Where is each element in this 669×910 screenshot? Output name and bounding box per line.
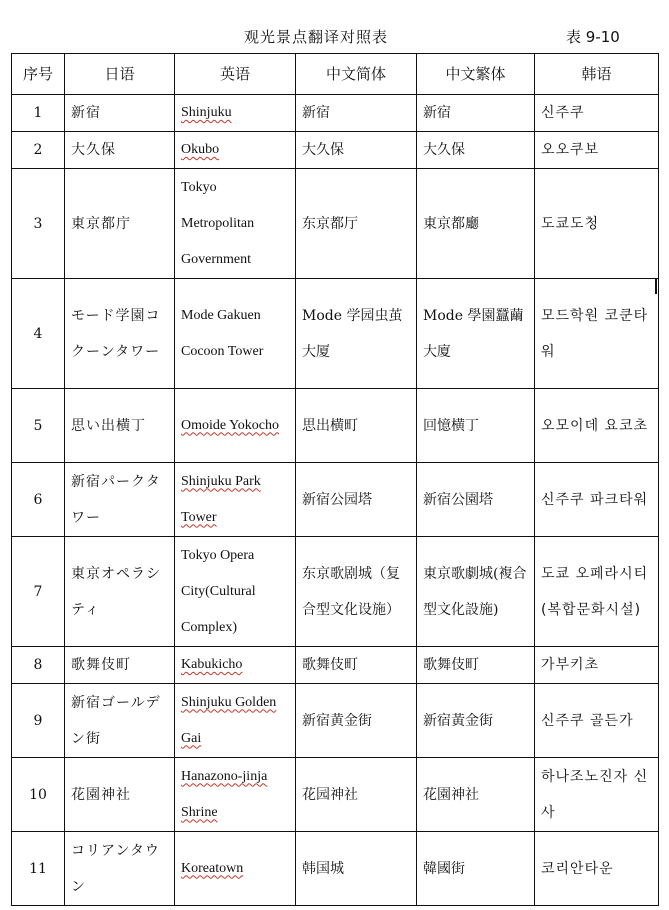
table-row xyxy=(12,832,659,906)
cell-chinese-traditional: 新宿 xyxy=(417,95,535,132)
table-row xyxy=(12,463,659,537)
cell-chinese-simplified: 新宿黄金街 xyxy=(296,684,417,758)
cell-korean: 신주쿠 골든가 xyxy=(535,684,659,758)
cell-chinese-simplified: 东京都厅 xyxy=(296,169,417,279)
cell-japanese: 東京オペラシティ xyxy=(65,537,175,647)
cell-chinese-simplified: 歌舞伎町 xyxy=(296,647,417,684)
cell-english-text: Omoide Yokocho xyxy=(181,417,280,433)
table-row xyxy=(12,684,659,758)
cell-chinese-simplified: 花园神社 xyxy=(296,758,417,832)
header-japanese: 日语 xyxy=(65,54,175,95)
table-row xyxy=(12,647,659,684)
cell-japanese: コリアンタウン xyxy=(65,832,175,906)
header-korean: 韩语 xyxy=(535,54,659,95)
cell-no: 8 xyxy=(12,647,65,684)
table-row xyxy=(12,279,659,389)
cell-english: Tokyo Metropolitan Government xyxy=(175,169,296,279)
table-caption xyxy=(0,26,669,50)
cell-chinese-simplified: 新宿公园塔 xyxy=(296,463,417,537)
cell-english-text: Kabukicho xyxy=(181,657,243,672)
cell-no: 11 xyxy=(12,832,65,906)
cell-japanese: 花園神社 xyxy=(65,758,175,832)
cell-japanese: 大久保 xyxy=(65,132,175,169)
cell-chinese-traditional: 東京歌劇城(複合型文化設施) xyxy=(417,537,535,647)
cell-english-text: Koreatown xyxy=(181,860,244,876)
cell-no: 3 xyxy=(12,169,65,279)
cell-english xyxy=(175,463,296,537)
cell-chinese-traditional: Mode 學園蠶繭大廈 xyxy=(417,279,535,389)
cell-english xyxy=(175,758,296,832)
cell-no: 4 xyxy=(12,279,65,389)
cell-chinese-traditional: 韓國街 xyxy=(417,832,535,906)
cell-korean: 하나조노진자 신사 xyxy=(535,758,659,832)
cell-english-text: Shinjuku Park Tower xyxy=(181,473,261,525)
table-row xyxy=(12,132,659,169)
cell-no: 7 xyxy=(12,537,65,647)
header-no: 序号 xyxy=(12,54,65,95)
cell-japanese: 新宿パークタワー xyxy=(65,463,175,537)
cell-english-text: Shinjuku xyxy=(181,105,232,120)
table-row xyxy=(12,758,659,832)
cell-chinese-traditional: 大久保 xyxy=(417,132,535,169)
cell-korean: 가부키초 xyxy=(535,647,659,684)
header-row xyxy=(12,54,659,95)
cell-english xyxy=(175,132,296,169)
cell-korean: 오모이데 요코초 xyxy=(535,389,659,463)
cell-english-text: Hanazono-jinja Shrine xyxy=(181,768,268,820)
cell-chinese-simplified: 大久保 xyxy=(296,132,417,169)
cell-korean: 코리안타운 xyxy=(535,832,659,906)
cell-japanese: モード学園コクーンタワー xyxy=(65,279,175,389)
cell-chinese-simplified: Mode 学园虫茧大厦 xyxy=(296,279,417,389)
cell-no: 9 xyxy=(12,684,65,758)
cell-chinese-simplified: 东京歌剧城（复合型文化设施） xyxy=(296,537,417,647)
cell-english xyxy=(175,95,296,132)
cell-chinese-traditional: 新宿公園塔 xyxy=(417,463,535,537)
cell-english-text: Okubo xyxy=(181,142,220,157)
cell-chinese-simplified: 新宿 xyxy=(296,95,417,132)
table-row xyxy=(12,95,659,132)
cell-chinese-simplified: 韩国城 xyxy=(296,832,417,906)
cell-chinese-traditional: 花園神社 xyxy=(417,758,535,832)
cell-english: Tokyo Opera City(Cultural Complex) xyxy=(175,537,296,647)
table-row xyxy=(12,389,659,463)
cell-english-text: Shinjuku Golden Gai xyxy=(181,694,277,746)
cell-english xyxy=(175,684,296,758)
text-cursor xyxy=(655,278,657,294)
table-row xyxy=(12,537,659,647)
cell-chinese-simplified: 思出横町 xyxy=(296,389,417,463)
cell-chinese-traditional: 回憶横丁 xyxy=(417,389,535,463)
cell-no: 5 xyxy=(12,389,65,463)
cell-no: 2 xyxy=(12,132,65,169)
table-title: 观光景点翻译对照表 xyxy=(244,28,389,46)
cell-korean: 도쿄도청 xyxy=(535,169,659,279)
cell-english: Mode Gakuen Cocoon Tower xyxy=(175,279,296,389)
header-english: 英语 xyxy=(175,54,296,95)
table-row xyxy=(12,169,659,279)
cell-japanese: 新宿 xyxy=(65,95,175,132)
cell-no: 10 xyxy=(12,758,65,832)
translation-table xyxy=(11,53,659,906)
cell-korean: 신주쿠 파크타워 xyxy=(535,463,659,537)
cell-japanese: 東京都庁 xyxy=(65,169,175,279)
cell-korean: 오오쿠보 xyxy=(535,132,659,169)
cell-chinese-traditional: 東京都廳 xyxy=(417,169,535,279)
header-chinese-traditional: 中文繁体 xyxy=(417,54,535,95)
cell-english xyxy=(175,389,296,463)
cell-chinese-traditional: 歌舞伎町 xyxy=(417,647,535,684)
cell-japanese: 思い出横丁 xyxy=(65,389,175,463)
cell-no: 1 xyxy=(12,95,65,132)
cell-english xyxy=(175,647,296,684)
cell-korean: 신주쿠 xyxy=(535,95,659,132)
cell-no: 6 xyxy=(12,463,65,537)
header-chinese-simplified: 中文简体 xyxy=(296,54,417,95)
table-number: 表 9-10 xyxy=(566,28,620,46)
cell-japanese: 歌舞伎町 xyxy=(65,647,175,684)
cell-korean: 모드학원 코쿤타워 xyxy=(535,279,659,389)
cell-korean: 도쿄 오페라시티 (복합문화시설) xyxy=(535,537,659,647)
cell-chinese-traditional: 新宿黃金街 xyxy=(417,684,535,758)
cell-japanese: 新宿ゴールデン街 xyxy=(65,684,175,758)
cell-english xyxy=(175,832,296,906)
